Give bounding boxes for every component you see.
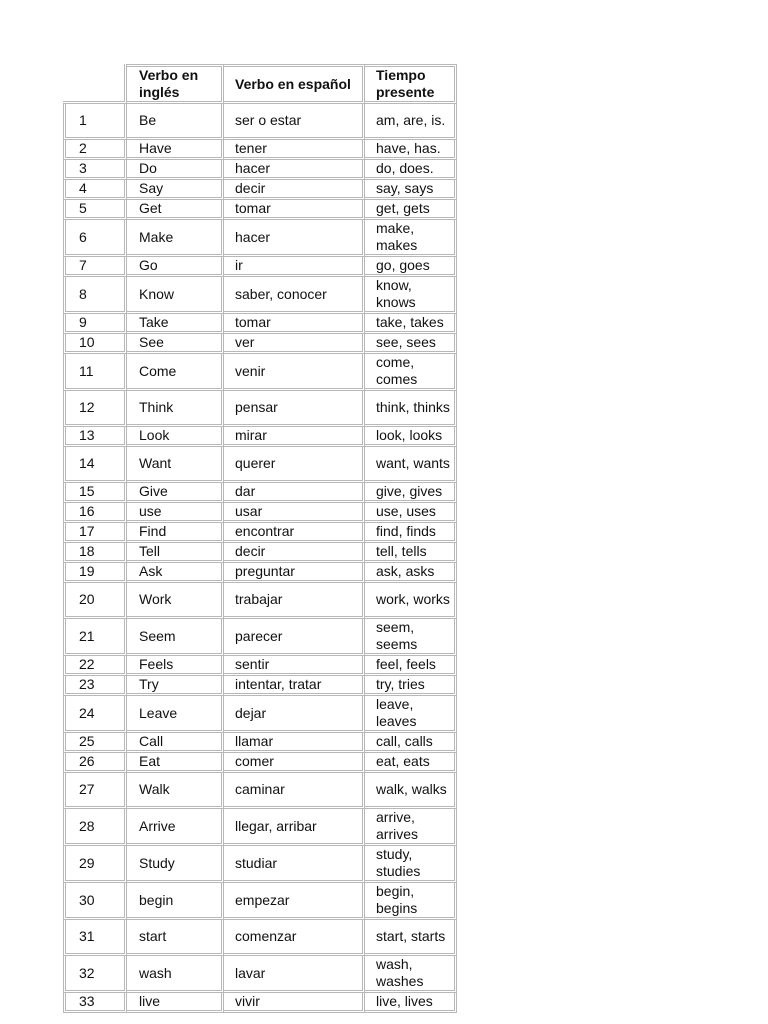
spanish-verb-cell: llegar, arribar bbox=[224, 809, 365, 846]
english-verb-cell: Have bbox=[127, 140, 224, 160]
spanish-verb-cell: dejar bbox=[224, 696, 365, 733]
table-row bbox=[63, 140, 457, 160]
present-tense-cell: use, uses bbox=[365, 503, 457, 523]
row-number: 9 bbox=[63, 314, 127, 334]
row-number: 33 bbox=[63, 993, 127, 1013]
spanish-verb-cell: llamar bbox=[224, 733, 365, 753]
table-row bbox=[63, 883, 457, 920]
spanish-verb-cell: pensar bbox=[224, 391, 365, 427]
spanish-verb-cell: venir bbox=[224, 354, 365, 391]
present-tense-cell: give, gives bbox=[365, 483, 457, 503]
row-number: 20 bbox=[63, 583, 127, 619]
present-tense-cell: come, comes bbox=[365, 354, 457, 391]
present-tense-cell: make, makes bbox=[365, 220, 457, 257]
row-number: 7 bbox=[63, 257, 127, 277]
present-tense-cell: begin, begins bbox=[365, 883, 457, 920]
table-row bbox=[63, 483, 457, 503]
row-number: 12 bbox=[63, 391, 127, 427]
row-number: 6 bbox=[63, 220, 127, 257]
table-row bbox=[63, 563, 457, 583]
table-row bbox=[63, 314, 457, 334]
row-number: 26 bbox=[63, 753, 127, 773]
english-verb-cell: Walk bbox=[127, 773, 224, 809]
spanish-verb-cell: tomar bbox=[224, 314, 365, 334]
table-row bbox=[63, 427, 457, 447]
table-row bbox=[63, 277, 457, 314]
present-tense-cell: go, goes bbox=[365, 257, 457, 277]
present-tense-cell: get, gets bbox=[365, 200, 457, 220]
table-row bbox=[63, 447, 457, 483]
spanish-verb-cell: ir bbox=[224, 257, 365, 277]
table-row bbox=[63, 354, 457, 391]
spanish-verb-cell: empezar bbox=[224, 883, 365, 920]
present-tense-cell: do, does. bbox=[365, 160, 457, 180]
english-verb-cell: Study bbox=[127, 846, 224, 883]
english-verb-cell: begin bbox=[127, 883, 224, 920]
row-number: 24 bbox=[63, 696, 127, 733]
table-row bbox=[63, 257, 457, 277]
present-tense-cell: call, calls bbox=[365, 733, 457, 753]
present-tense-cell: walk, walks bbox=[365, 773, 457, 809]
spanish-verb-cell: hacer bbox=[224, 220, 365, 257]
english-verb-cell: Say bbox=[127, 180, 224, 200]
row-number: 29 bbox=[63, 846, 127, 883]
row-number: 4 bbox=[63, 180, 127, 200]
table-row bbox=[63, 656, 457, 676]
spanish-verb-cell: tener bbox=[224, 140, 365, 160]
present-tense-cell: think, thinks bbox=[365, 391, 457, 427]
row-number: 16 bbox=[63, 503, 127, 523]
english-verb-cell: Leave bbox=[127, 696, 224, 733]
spanish-verb-cell: dar bbox=[224, 483, 365, 503]
english-verb-cell: live bbox=[127, 993, 224, 1013]
table-row bbox=[63, 676, 457, 696]
spanish-verb-cell: comer bbox=[224, 753, 365, 773]
spanish-verb-cell: caminar bbox=[224, 773, 365, 809]
spanish-verb-cell: sentir bbox=[224, 656, 365, 676]
english-verb-cell: use bbox=[127, 503, 224, 523]
present-tense-cell: know, knows bbox=[365, 277, 457, 314]
table-row bbox=[63, 543, 457, 563]
english-verb-cell: Take bbox=[127, 314, 224, 334]
spanish-verb-cell: decir bbox=[224, 543, 365, 563]
english-verb-cell: Go bbox=[127, 257, 224, 277]
english-verb-cell: Come bbox=[127, 354, 224, 391]
table-row bbox=[63, 846, 457, 883]
english-verb-cell: Get bbox=[127, 200, 224, 220]
row-number: 31 bbox=[63, 920, 127, 956]
row-number: 32 bbox=[63, 956, 127, 993]
english-verb-cell: Eat bbox=[127, 753, 224, 773]
header-present-tense: Tiempo presente bbox=[365, 64, 457, 104]
row-number: 5 bbox=[63, 200, 127, 220]
english-verb-cell: Seem bbox=[127, 619, 224, 656]
present-tense-cell: arrive, arrives bbox=[365, 809, 457, 846]
table-row bbox=[63, 180, 457, 200]
english-verb-cell: Feels bbox=[127, 656, 224, 676]
header-english-verb: Verbo en inglés bbox=[127, 64, 224, 104]
row-number: 10 bbox=[63, 334, 127, 354]
english-verb-cell: Work bbox=[127, 583, 224, 619]
row-number: 1 bbox=[63, 104, 127, 140]
row-number: 11 bbox=[63, 354, 127, 391]
row-number: 17 bbox=[63, 523, 127, 543]
present-tense-cell: live, lives bbox=[365, 993, 457, 1013]
verb-table bbox=[63, 64, 457, 1013]
english-verb-cell: Find bbox=[127, 523, 224, 543]
table-row bbox=[63, 334, 457, 354]
english-verb-cell: Do bbox=[127, 160, 224, 180]
row-number: 30 bbox=[63, 883, 127, 920]
english-verb-cell: Know bbox=[127, 277, 224, 314]
row-number: 2 bbox=[63, 140, 127, 160]
present-tense-cell: take, takes bbox=[365, 314, 457, 334]
table-row bbox=[63, 220, 457, 257]
english-verb-cell: Want bbox=[127, 447, 224, 483]
table-row bbox=[63, 753, 457, 773]
english-verb-cell: Be bbox=[127, 104, 224, 140]
spanish-verb-cell: querer bbox=[224, 447, 365, 483]
present-tense-cell: tell, tells bbox=[365, 543, 457, 563]
row-number: 15 bbox=[63, 483, 127, 503]
row-number: 14 bbox=[63, 447, 127, 483]
present-tense-cell: ask, asks bbox=[365, 563, 457, 583]
present-tense-cell: feel, feels bbox=[365, 656, 457, 676]
present-tense-cell: start, starts bbox=[365, 920, 457, 956]
row-number: 19 bbox=[63, 563, 127, 583]
spanish-verb-cell: hacer bbox=[224, 160, 365, 180]
present-tense-cell: have, has. bbox=[365, 140, 457, 160]
spanish-verb-cell: trabajar bbox=[224, 583, 365, 619]
spanish-verb-cell: usar bbox=[224, 503, 365, 523]
header-row bbox=[63, 64, 457, 104]
english-verb-cell: Arrive bbox=[127, 809, 224, 846]
spanish-verb-cell: saber, conocer bbox=[224, 277, 365, 314]
row-number: 21 bbox=[63, 619, 127, 656]
present-tense-cell: eat, eats bbox=[365, 753, 457, 773]
present-tense-cell: leave, leaves bbox=[365, 696, 457, 733]
english-verb-cell: start bbox=[127, 920, 224, 956]
header-spanish-verb: Verbo en español bbox=[224, 64, 365, 104]
english-verb-cell: Ask bbox=[127, 563, 224, 583]
table-row bbox=[63, 809, 457, 846]
present-tense-cell: am, are, is. bbox=[365, 104, 457, 140]
row-number: 13 bbox=[63, 427, 127, 447]
header-number-blank bbox=[63, 64, 127, 104]
table-row bbox=[63, 583, 457, 619]
row-number: 27 bbox=[63, 773, 127, 809]
table-row bbox=[63, 993, 457, 1013]
table-row bbox=[63, 160, 457, 180]
spanish-verb-cell: studiar bbox=[224, 846, 365, 883]
spanish-verb-cell: parecer bbox=[224, 619, 365, 656]
present-tense-cell: see, sees bbox=[365, 334, 457, 354]
row-number: 8 bbox=[63, 277, 127, 314]
present-tense-cell: work, works bbox=[365, 583, 457, 619]
spanish-verb-cell: ser o estar bbox=[224, 104, 365, 140]
spanish-verb-cell: intentar, tratar bbox=[224, 676, 365, 696]
spanish-verb-cell: ver bbox=[224, 334, 365, 354]
present-tense-cell: find, finds bbox=[365, 523, 457, 543]
row-number: 22 bbox=[63, 656, 127, 676]
row-number: 25 bbox=[63, 733, 127, 753]
spanish-verb-cell: comenzar bbox=[224, 920, 365, 956]
english-verb-cell: Tell bbox=[127, 543, 224, 563]
english-verb-cell: Look bbox=[127, 427, 224, 447]
table-row bbox=[63, 956, 457, 993]
spanish-verb-cell: preguntar bbox=[224, 563, 365, 583]
present-tense-cell: study, studies bbox=[365, 846, 457, 883]
present-tense-cell: wash, washes bbox=[365, 956, 457, 993]
spanish-verb-cell: decir bbox=[224, 180, 365, 200]
english-verb-cell: Think bbox=[127, 391, 224, 427]
english-verb-cell: wash bbox=[127, 956, 224, 993]
table-row bbox=[63, 523, 457, 543]
table-row bbox=[63, 733, 457, 753]
table-row bbox=[63, 391, 457, 427]
present-tense-cell: seem, seems bbox=[365, 619, 457, 656]
verb-table-body bbox=[63, 104, 457, 1013]
table-row bbox=[63, 773, 457, 809]
present-tense-cell: try, tries bbox=[365, 676, 457, 696]
english-verb-cell: Give bbox=[127, 483, 224, 503]
present-tense-cell: say, says bbox=[365, 180, 457, 200]
table-row bbox=[63, 920, 457, 956]
spanish-verb-cell: vivir bbox=[224, 993, 365, 1013]
spanish-verb-cell: lavar bbox=[224, 956, 365, 993]
table-row bbox=[63, 619, 457, 656]
spanish-verb-cell: encontrar bbox=[224, 523, 365, 543]
english-verb-cell: Make bbox=[127, 220, 224, 257]
present-tense-cell: want, wants bbox=[365, 447, 457, 483]
table-row bbox=[63, 503, 457, 523]
row-number: 23 bbox=[63, 676, 127, 696]
spanish-verb-cell: mirar bbox=[224, 427, 365, 447]
row-number: 3 bbox=[63, 160, 127, 180]
english-verb-cell: Try bbox=[127, 676, 224, 696]
table-row bbox=[63, 104, 457, 140]
row-number: 18 bbox=[63, 543, 127, 563]
table-row bbox=[63, 696, 457, 733]
row-number: 28 bbox=[63, 809, 127, 846]
spanish-verb-cell: tomar bbox=[224, 200, 365, 220]
english-verb-cell: Call bbox=[127, 733, 224, 753]
table-row bbox=[63, 200, 457, 220]
english-verb-cell: See bbox=[127, 334, 224, 354]
present-tense-cell: look, looks bbox=[365, 427, 457, 447]
